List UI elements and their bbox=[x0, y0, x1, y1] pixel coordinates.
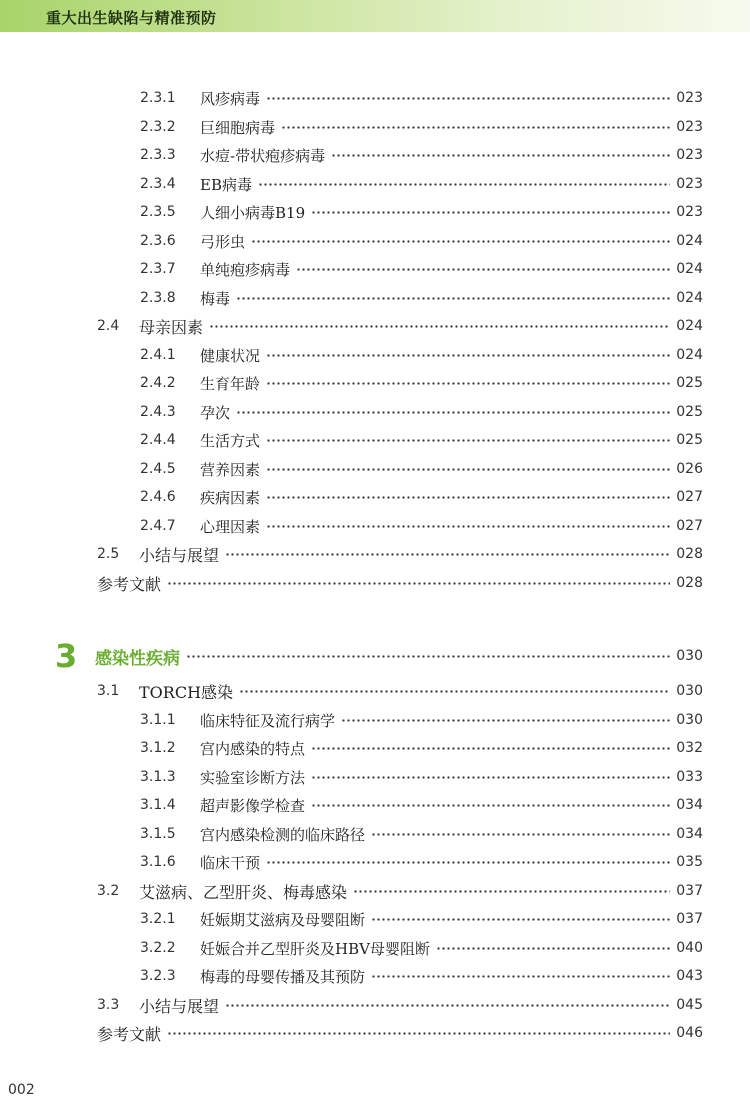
toc-entry[interactable] bbox=[140, 258, 703, 280]
dot-leader bbox=[266, 97, 670, 100]
dot-leader bbox=[266, 861, 670, 864]
toc-entry[interactable] bbox=[140, 87, 703, 109]
dot-leader bbox=[311, 211, 670, 214]
entry-title: 疾病因素 bbox=[200, 488, 261, 507]
section-number: 3.1.2 bbox=[140, 740, 176, 756]
section-number: 3.1.1 bbox=[140, 712, 176, 728]
entry-title: 弓形虫 bbox=[200, 232, 246, 251]
entry-title: 人细小病毒B19 bbox=[200, 203, 306, 222]
entry-title: 参考文献 bbox=[97, 1024, 162, 1044]
chapter-heading[interactable] bbox=[55, 636, 703, 676]
toc-entry[interactable] bbox=[140, 965, 703, 987]
entry-title: 梅毒 bbox=[200, 289, 231, 308]
page-ref: 035 bbox=[676, 854, 703, 870]
entry-title: 风疹病毒 bbox=[200, 89, 261, 108]
entry-title: 母亲因素 bbox=[139, 317, 204, 337]
entry-title: 营养因素 bbox=[200, 460, 261, 479]
entry-title: 生育年龄 bbox=[200, 374, 261, 393]
section-number: 2.3.4 bbox=[140, 176, 176, 192]
toc-entry-references[interactable] bbox=[97, 1022, 703, 1044]
toc-entry[interactable] bbox=[140, 429, 703, 451]
entry-title: 宫内感染的特点 bbox=[200, 739, 306, 758]
dot-leader bbox=[167, 1032, 670, 1035]
section-number: 2.3.7 bbox=[140, 261, 176, 277]
toc-entry[interactable] bbox=[97, 680, 703, 702]
page-ref: 028 bbox=[676, 575, 703, 591]
page-ref: 023 bbox=[676, 147, 703, 163]
section-number: 2.4.6 bbox=[140, 489, 176, 505]
entry-title: 小结与展望 bbox=[139, 996, 220, 1016]
entry-title: 梅毒的母婴传播及其预防 bbox=[200, 967, 366, 986]
section-number: 2.4.7 bbox=[140, 518, 176, 534]
section-number: 3.2.2 bbox=[140, 940, 176, 956]
entry-title: 健康状况 bbox=[200, 346, 261, 365]
section-number: 3.1.4 bbox=[140, 797, 176, 813]
dot-leader bbox=[436, 947, 670, 950]
page-ref: 024 bbox=[676, 347, 703, 363]
page-ref: 024 bbox=[676, 233, 703, 249]
page-ref: 024 bbox=[676, 290, 703, 306]
toc-entry[interactable] bbox=[140, 737, 703, 759]
page-ref: 037 bbox=[676, 911, 703, 927]
toc-entry[interactable] bbox=[140, 823, 703, 845]
section-number: 2.4 bbox=[97, 318, 120, 334]
toc-entry[interactable] bbox=[140, 372, 703, 394]
dot-leader bbox=[281, 126, 670, 129]
entry-title: TORCH感染 bbox=[139, 682, 234, 702]
dot-leader bbox=[236, 411, 670, 414]
dot-leader bbox=[266, 496, 670, 499]
toc-entry-references[interactable] bbox=[97, 572, 703, 594]
toc-entry[interactable] bbox=[140, 230, 703, 252]
page-ref: 026 bbox=[676, 461, 703, 477]
dot-leader bbox=[239, 690, 670, 693]
entry-title: 巨细胞病毒 bbox=[200, 118, 276, 137]
dot-leader bbox=[186, 655, 670, 658]
page-number: 002 bbox=[8, 1082, 35, 1098]
section-number: 3.1.6 bbox=[140, 854, 176, 870]
page-ref: 034 bbox=[676, 797, 703, 813]
entry-title: 超声影像学检查 bbox=[200, 796, 306, 815]
page-ref: 027 bbox=[676, 489, 703, 505]
dot-leader bbox=[311, 776, 670, 779]
dot-leader bbox=[251, 240, 670, 243]
entry-title: 单纯疱疹病毒 bbox=[200, 260, 291, 279]
page-ref: 030 bbox=[676, 648, 703, 664]
toc-entry[interactable] bbox=[97, 994, 703, 1016]
dot-leader bbox=[266, 525, 670, 528]
toc-entry[interactable] bbox=[140, 851, 703, 873]
section-number: 2.3.1 bbox=[140, 90, 176, 106]
chapter-title: 感染性疾病 bbox=[95, 648, 180, 669]
chapter-number: 3 bbox=[55, 637, 78, 675]
page-ref: 030 bbox=[676, 712, 703, 728]
toc-entry[interactable] bbox=[140, 287, 703, 309]
dot-leader bbox=[353, 890, 670, 893]
page-ref: 046 bbox=[676, 1025, 703, 1041]
section-number: 3.3 bbox=[97, 997, 120, 1013]
page-ref: 023 bbox=[676, 204, 703, 220]
entry-title: 心理因素 bbox=[200, 517, 261, 536]
dot-leader bbox=[236, 297, 670, 300]
page-ref: 045 bbox=[676, 997, 703, 1013]
section-number: 2.3.2 bbox=[140, 119, 176, 135]
page-header-band bbox=[0, 0, 750, 32]
page-ref: 024 bbox=[676, 318, 703, 334]
dot-leader bbox=[371, 975, 670, 978]
page-ref: 024 bbox=[676, 261, 703, 277]
section-number: 2.4.5 bbox=[140, 461, 176, 477]
dot-leader bbox=[209, 325, 670, 328]
section-number: 2.3.3 bbox=[140, 147, 176, 163]
book-title: 重大出生缺陷与精准预防 bbox=[46, 9, 217, 27]
dot-leader bbox=[167, 582, 670, 585]
section-number: 2.4.4 bbox=[140, 432, 176, 448]
page-ref: 023 bbox=[676, 176, 703, 192]
section-number: 2.5 bbox=[97, 546, 120, 562]
page-ref: 027 bbox=[676, 518, 703, 534]
dot-leader bbox=[331, 154, 670, 157]
dot-leader bbox=[371, 918, 670, 921]
section-number: 3.1.3 bbox=[140, 769, 176, 785]
page-ref: 033 bbox=[676, 769, 703, 785]
page-ref: 023 bbox=[676, 90, 703, 106]
toc-entry[interactable] bbox=[140, 515, 703, 537]
entry-title: 妊娠合并乙型肝炎及HBV母婴阻断 bbox=[200, 939, 430, 958]
toc-entry[interactable] bbox=[140, 401, 703, 423]
toc-entry[interactable] bbox=[140, 201, 703, 223]
entry-title: 艾滋病、乙型肝炎、梅毒感染 bbox=[139, 882, 348, 902]
entry-title: 孕次 bbox=[200, 403, 231, 422]
section-number: 3.2 bbox=[97, 883, 120, 899]
toc-entry[interactable] bbox=[140, 794, 703, 816]
page-ref: 030 bbox=[676, 683, 703, 699]
dot-leader bbox=[371, 833, 670, 836]
toc-entry[interactable] bbox=[97, 880, 703, 902]
entry-title: 宫内感染检测的临床路径 bbox=[200, 825, 366, 844]
page-ref: 023 bbox=[676, 119, 703, 135]
dot-leader bbox=[225, 1004, 670, 1007]
entry-title: 小结与展望 bbox=[139, 545, 220, 565]
dot-leader bbox=[225, 553, 670, 556]
toc-entry[interactable] bbox=[140, 766, 703, 788]
toc-entry[interactable] bbox=[97, 543, 703, 565]
section-number: 2.3.6 bbox=[140, 233, 176, 249]
dot-leader bbox=[266, 354, 670, 357]
toc-entry[interactable] bbox=[140, 908, 703, 930]
entry-title: 实验室诊断方法 bbox=[200, 768, 306, 787]
page-ref: 040 bbox=[676, 940, 703, 956]
toc-entry[interactable] bbox=[140, 144, 703, 166]
entry-title: 参考文献 bbox=[97, 574, 162, 594]
entry-title: 生活方式 bbox=[200, 431, 261, 450]
page-ref: 034 bbox=[676, 826, 703, 842]
toc-entry[interactable] bbox=[140, 486, 703, 508]
section-number: 2.4.2 bbox=[140, 375, 176, 391]
page-ref: 028 bbox=[676, 546, 703, 562]
page-ref: 025 bbox=[676, 432, 703, 448]
toc-entry[interactable] bbox=[140, 116, 703, 138]
page-ref: 043 bbox=[676, 968, 703, 984]
toc-entry[interactable] bbox=[140, 709, 703, 731]
section-number: 2.4.3 bbox=[140, 404, 176, 420]
section-number: 3.1 bbox=[97, 683, 120, 699]
section-number: 3.2.1 bbox=[140, 911, 176, 927]
dot-leader bbox=[296, 268, 670, 271]
entry-title: EB病毒 bbox=[200, 175, 252, 194]
dot-leader bbox=[311, 747, 670, 750]
page-ref: 025 bbox=[676, 375, 703, 391]
toc-entry[interactable] bbox=[140, 937, 703, 959]
page-ref: 032 bbox=[676, 740, 703, 756]
entry-title: 水痘-带状疱疹病毒 bbox=[200, 146, 326, 165]
toc-entry[interactable] bbox=[97, 315, 703, 337]
toc-entry[interactable] bbox=[140, 173, 703, 195]
section-number: 3.2.3 bbox=[140, 968, 176, 984]
entry-title: 临床干预 bbox=[200, 853, 261, 872]
section-number: 2.3.8 bbox=[140, 290, 176, 306]
dot-leader bbox=[266, 439, 670, 442]
toc-entry[interactable] bbox=[140, 344, 703, 366]
dot-leader bbox=[311, 804, 670, 807]
page-ref: 025 bbox=[676, 404, 703, 420]
entry-title: 临床特征及流行病学 bbox=[200, 711, 336, 730]
section-number: 2.4.1 bbox=[140, 347, 176, 363]
dot-leader bbox=[266, 382, 670, 385]
dot-leader bbox=[266, 468, 670, 471]
section-number: 3.1.5 bbox=[140, 826, 176, 842]
dot-leader bbox=[258, 183, 670, 186]
toc-entry[interactable] bbox=[140, 458, 703, 480]
entry-title: 妊娠期艾滋病及母婴阻断 bbox=[200, 910, 366, 929]
dot-leader bbox=[341, 719, 670, 722]
page-ref: 037 bbox=[676, 883, 703, 899]
section-number: 2.3.5 bbox=[140, 204, 176, 220]
